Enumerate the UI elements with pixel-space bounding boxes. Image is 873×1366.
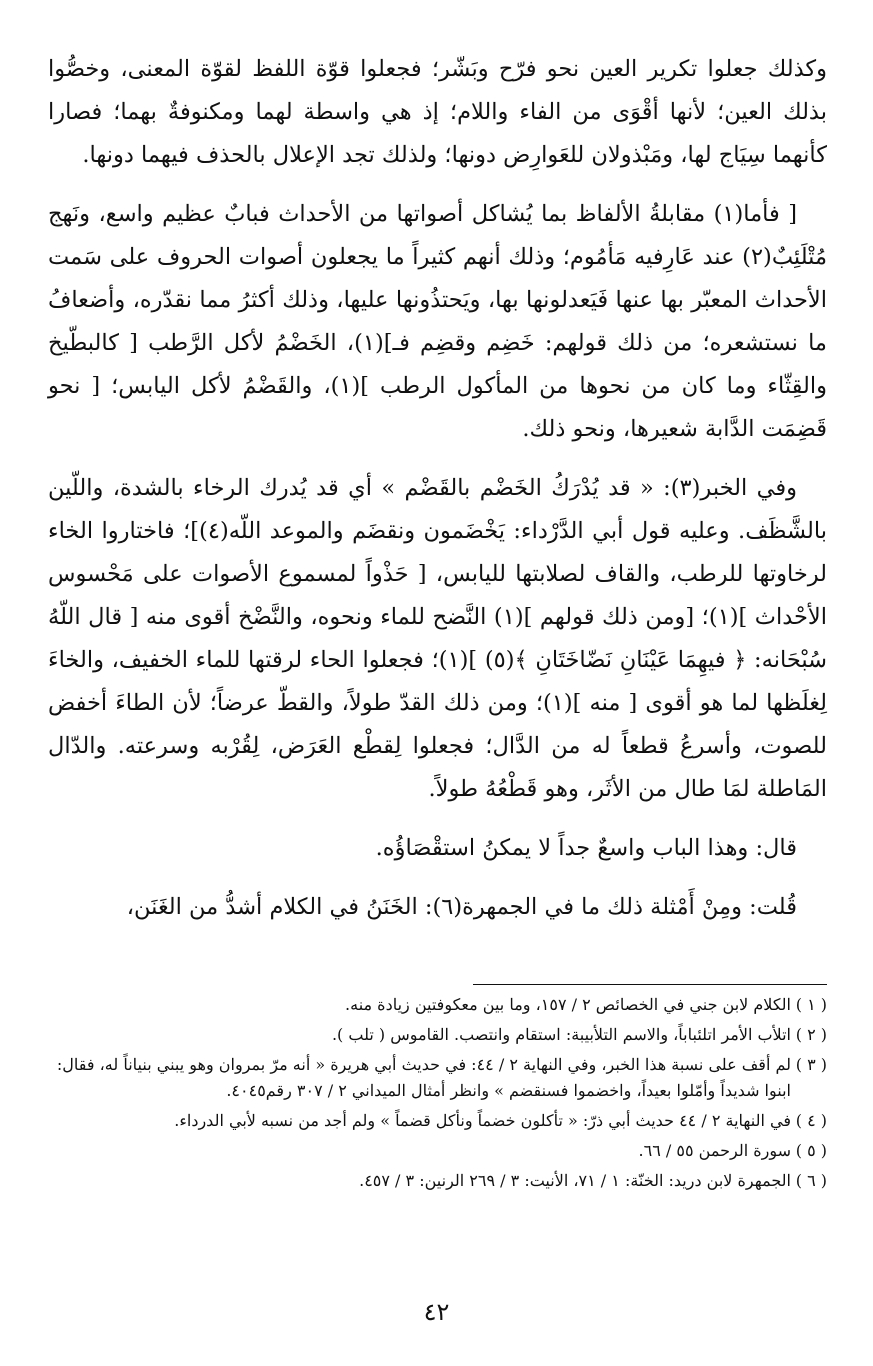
footnote [48,1108,827,1134]
footnote-separator [473,984,827,985]
footnote [48,1168,827,1194]
paragraph-2: [ فأما(١) مقابلةُ الألفاظ بما يُشاكل أصواتها من الأحداث فبابٌ عظيم واسع، ونَهج مُتْلَئِبٌ(٢) عند عَارِفيه مَأمُوم؛ وذلك أنهم كثيراً ما يجعلون أصوات الحروف على سَمت الأحداث المعبّر بها عنها فَيَعدلونها بها، ويَحتذُونها عليها، وذلك أكثرُ مما نقدّره، وأضعافُ ما نستشعره؛ من ذلك قولهم: خَضِم وقضِم فـ](١)، الخَضْمُ لأكل الرَّطب [ كالبطّيخ والقِثّاء وما كان من نحوها من المأكول الرطب ](١)، والقَضْمُ لأكل اليابس؛ [ نحو قَضِمَت الدَّابة شعيرها، ونحو ذلك. [48,201,827,442]
main-text [48,48,827,945]
footnote-text: اتلأب الأمر اتلئباباً، والاسم التلأبيبة: استقام وانتصب. القاموس ( تلب ). [331,1025,791,1044]
paragraph-5: قُلت: ومِنْ أَمْثلة ذلك ما في الجمهرة(٦): الخَنَنُ في الكلام أشدُّ من الغَنَن، [126,894,797,920]
footnote-number: ( ٣ ) [795,1055,827,1074]
footnote [48,1138,827,1164]
footnote-text: في النهاية ٢ / ٤٤ حديث أبي ذرّ: « تأكلون خضماً ونأكل قضماً » ولم أجد من نسبه لأبي الدرداء. [174,1111,791,1130]
footnotes [48,992,827,1198]
footnote [48,1022,827,1048]
footnote [48,1052,827,1104]
footnote-number: ( ٦ ) [795,1171,827,1190]
footnote [48,992,827,1018]
footnote-text: لم أقف على نسبة هذا الخبر، وفي النهاية ٢ / ٤٤: في حديث أبي هريرة « أنه مرّ بمروان وهو يبني بنياناً له، فقال: ابنوا شديداً وأمّلوا بعيداً، واخضموا فسنقضم » وانظر أمثال الميداني ٢ / ٣٠٧ رقم٤٠٤٥. [56,1055,791,1100]
footnote-number: ( ١ ) [795,995,827,1014]
paragraph-1: وكذلك جعلوا تكرير العين نحو فرّح وبَشّر؛ فجعلوا قوّة اللفظ لقوّة المعنى، وخصُّوا بذلك العين؛ لأنها أقْوَى من الفاء واللام؛ إذ هي واسطة لهما ومكنوفةٌ بهما؛ فصارا كأنهما سِيَاج لها، ومَبْذولان للعَوارِض دونها؛ ولذلك تجد الإعلال بالحذف فيهما دونها. [48,56,827,168]
footnote-number: ( ٥ ) [795,1141,827,1160]
page-number: ٤٢ [423,1298,450,1326]
paragraph-4: قال: وهذا الباب واسعٌ جداً لا يمكنُ استقْصَاؤُه. [375,835,797,861]
footnote-text: الجمهرة لابن دريد: الخنّة: ١ / ٧١، الأنيت: ٣ / ٢٦٩ الرنين: ٣ / ٤٥٧. [359,1171,791,1190]
footnote-text: سورة الرحمن ٥٥ / ٦٦. [638,1141,791,1160]
footnote-text: الكلام لابن جني في الخصائص ٢ / ١٥٧، وما بين معكوفتين زيادة منه. [345,995,791,1014]
footnote-number: ( ٤ ) [795,1111,827,1130]
footnote-number: ( ٢ ) [795,1025,827,1044]
paragraph-3: وفي الخبر(٣): « قد يُدْرَكُ الخَضْم بالقَضْم » أي قد يُدرك الرخاء بالشدة، واللّين بالشَّظَف. وعليه قول أبي الدَّرْداء: يَخْضَمون ونقضَم والموعد اللّه(٤)]؛ فاختاروا الخاء لرخاوتها للرطب، والقاف لصلابتها لليابس، [ حَذْواً لمسموع الأصوات على مَحْسوس الأحْداث ](١)؛ [ومن ذلك قولهم ](١) النَّضح للماء ونحوه، والنَّضْخ أقوى منه [ قال اللّهُ سُبْحَانه: ﴿ فيهِمَا عَيْنَانِ نَضّاخَتَانِ ﴾(٥) ](١)؛ فجعلوا الحاء لرقتها للماء الخفيف، والخاءَ لِغلَظها لما هو أقوى [ منه ](١)؛ ومن ذلك القدّ طولاً، والقطّ عرضاً؛ لأن الطاءَ أخفض للصوت، وأسرعُ قطعاً له من الدَّال؛ فجعلوا لِقطْع العَرَض، لِقُرْبه وسرعته. والدّال المَاطلة لمَا طال من الأثَر، وهو قَطْعُهُ طولاً. [48,475,828,802]
